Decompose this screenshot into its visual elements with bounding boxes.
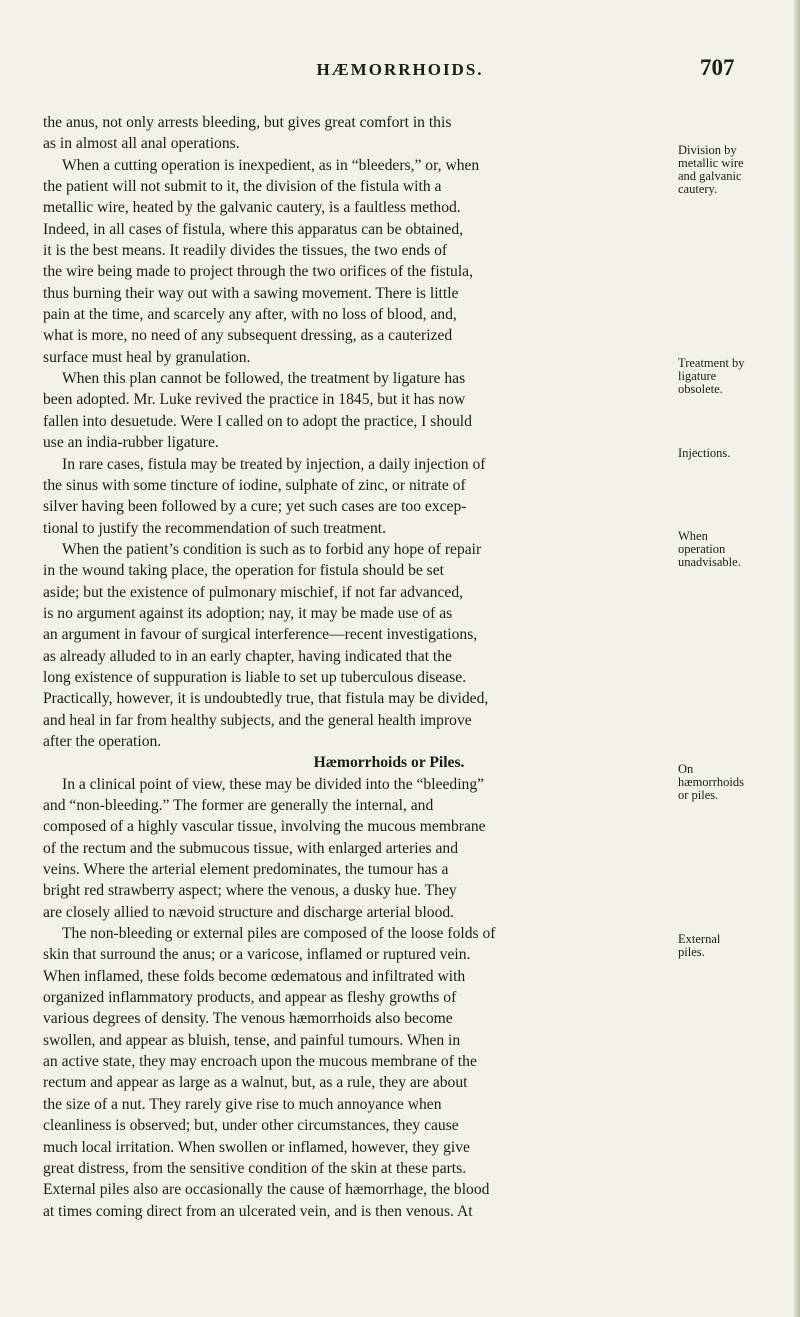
text-line: are closely allied to nævoid structure and discharge arterial blood. xyxy=(43,903,455,921)
text-line: is no argument against its adoption; nay, it may be made use of as xyxy=(43,604,453,622)
text-line: swollen, and appear as bluish, tense, and painful tumours. When in xyxy=(43,1031,461,1049)
text-line: In rare cases, fistula may be treated by injection, a daily injection of xyxy=(62,455,486,473)
margin-note-line: operation xyxy=(678,542,726,556)
text-line: at times coming direct from an ulcerated vein, and is then venous. At xyxy=(43,1202,473,1220)
margin-note-line: Division by xyxy=(678,143,737,157)
text-line: veins. Where the arterial element predominates, the tumour has a xyxy=(43,861,449,879)
text-line: Practically, however, it is undoubtedly true, that fistula may be divided, xyxy=(43,690,489,708)
margin-note-external-piles xyxy=(678,933,796,959)
text-line: silver having been followed by a cure; yet such cases are too excep- xyxy=(43,498,467,516)
body-text xyxy=(43,112,675,1222)
text-line: External piles also are occasionally the cause of hæmorrhage, the blood xyxy=(43,1181,490,1199)
page-number: 707 xyxy=(700,55,735,80)
section-heading: Hæmorrhoids or Piles. xyxy=(313,754,465,772)
text-line: and heal in far from healthy subjects, and the general health improve xyxy=(43,711,472,729)
text-line: When this plan cannot be followed, the treatment by ligature has xyxy=(62,370,466,388)
margin-note-unadvisable xyxy=(678,530,796,569)
text-line: the patient will not submit to it, the division of the fistula with a xyxy=(43,178,442,196)
margin-note-line: metallic wire xyxy=(678,156,744,170)
margin-note-line: obsolete. xyxy=(678,382,723,396)
text-line: the anus, not only arrests bleeding, but gives great comfort in this xyxy=(43,114,452,131)
text-line: bright red strawberry aspect; where the venous, a dusky hue. They xyxy=(43,882,457,900)
text-line: the sinus with some tincture of iodine, sulphate of zinc, or nitrate of xyxy=(43,476,466,494)
text-line: an argument in favour of surgical interference—recent investigations, xyxy=(43,626,478,644)
text-line: aside; but the existence of pulmonary mischief, if not far advanced, xyxy=(43,583,464,601)
text-line: much local irritation. When swollen or inflamed, however, they give xyxy=(43,1138,470,1156)
margin-note-line: hæmorrhoids xyxy=(678,775,744,789)
text-line: surface must heal by granulation. xyxy=(43,348,251,366)
margin-note-haemorrhoids xyxy=(678,763,796,802)
margin-note-line: Treatment by xyxy=(678,356,745,370)
text-line: thus burning their way out with a sawing movement. There is little xyxy=(43,284,459,302)
margin-note-line: When xyxy=(678,529,708,543)
text-line: use an india-rubber ligature. xyxy=(43,434,219,452)
text-line: organized inflammatory products, and appear as fleshy growths of xyxy=(43,989,457,1007)
text-line: pain at the time, and scarcely any after, with no loss of blood, and, xyxy=(43,306,457,324)
text-line: after the operation. xyxy=(43,732,162,750)
text-line: as in almost all anal operations. xyxy=(43,135,240,153)
text-line: an active state, they may encroach upon the mucous membrane of the xyxy=(43,1053,477,1071)
margin-note-line: and galvanic xyxy=(678,169,742,183)
margin-note-line: or piles. xyxy=(678,788,719,802)
margin-note-division xyxy=(678,144,796,196)
margin-note-line: piles. xyxy=(678,945,705,959)
text-line: long existence of suppuration is liable to set up tuberculous disease. xyxy=(43,668,467,686)
text-line: been adopted. Mr. Luke revived the practice in 1845, but it has now xyxy=(43,391,466,409)
text-line: skin that surround the anus; or a varicose, inflamed or ruptured vein. xyxy=(43,946,471,964)
text-line: of the rectum and the submucous tissue, with enlarged arteries and xyxy=(43,839,458,857)
text-line: Indeed, in all cases of fistula, where this apparatus can be obtained, xyxy=(43,220,464,238)
text-line: When inflamed, these folds become œdematous and infiltrated with xyxy=(43,967,466,985)
page-edge xyxy=(794,0,800,1317)
text-line: composed of a highly vascular tissue, involving the mucous membrane xyxy=(43,818,486,836)
running-title: HÆMORRHOIDS. xyxy=(316,60,484,79)
text-line: metallic wire, heated by the galvanic cautery, is a faultless method. xyxy=(43,199,461,217)
margin-note-line: On xyxy=(678,762,694,776)
text-line: the wire being made to project through the two orifices of the fistula, xyxy=(43,263,474,281)
margin-note-injections xyxy=(678,447,796,460)
text-line: what is more, no need of any subsequent dressing, as a cauterized xyxy=(43,327,453,345)
margin-note-line: unadvisable. xyxy=(678,555,741,569)
margin-note-line: cautery. xyxy=(678,182,718,196)
text-line: it is the best means. It readily divides the tissues, the two ends of xyxy=(43,242,448,260)
text-line: fallen into desuetude. Were I called on to adopt the practice, I should xyxy=(43,412,472,430)
text-line: cleanliness is observed; but, under other circumstances, they cause xyxy=(43,1117,459,1135)
margin-note-line: Injections. xyxy=(678,446,731,460)
text-line: the size of a nut. They rarely give rise to much annoyance when xyxy=(43,1095,442,1113)
text-line: When the patient’s condition is such as to forbid any hope of repair xyxy=(62,540,482,558)
margin-note-line: External xyxy=(678,932,721,946)
margin-note-ligature xyxy=(678,357,796,396)
text-line: as already alluded to in an early chapter, having indicated that the xyxy=(43,647,452,665)
text-line: in the wound taking place, the operation for fistula should be set xyxy=(43,562,445,580)
text-line: When a cutting operation is inexpedient, as in “bleeders,” or, when xyxy=(62,156,480,174)
text-line: In a clinical point of view, these may be divided into the “bleeding” xyxy=(62,775,485,793)
margin-note-line: ligature xyxy=(678,369,717,383)
text-line: and “non-bleeding.” The former are generally the internal, and xyxy=(43,797,434,814)
text-line: tional to justify the recommendation of such treatment. xyxy=(43,519,386,537)
text-line: various degrees of density. The venous hæmorrhoids also become xyxy=(43,1010,453,1028)
text-line: The non-bleeding or external piles are composed of the loose folds of xyxy=(62,925,496,943)
text-line: great distress, from the sensitive condition of the skin at these parts. xyxy=(43,1159,467,1177)
text-line: rectum and appear as large as a walnut, but, as a rule, they are about xyxy=(43,1074,468,1092)
